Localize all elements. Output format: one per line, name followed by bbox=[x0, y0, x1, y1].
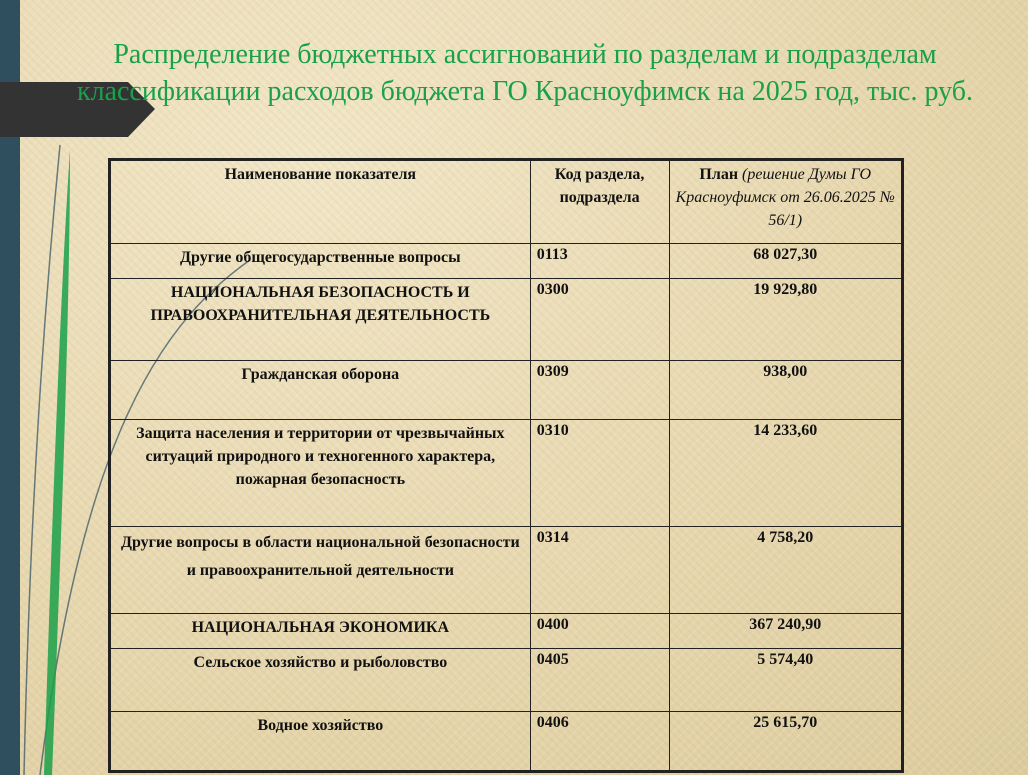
row-code: 0405 bbox=[530, 649, 669, 712]
table-row bbox=[110, 279, 903, 361]
row-name: Гражданская оборона bbox=[110, 361, 531, 420]
table-row bbox=[110, 614, 903, 649]
header-name: Наименование показателя bbox=[110, 160, 531, 244]
header-plan bbox=[669, 160, 903, 244]
header-plan-note: (решение Думы ГО Красноуфимск от 26.06.2025 № 56/1) bbox=[675, 166, 895, 229]
header-code: Код раздела, подраздела bbox=[530, 160, 669, 244]
budget-table bbox=[108, 158, 904, 773]
row-plan: 4 758,20 bbox=[669, 527, 903, 614]
table-row bbox=[110, 649, 903, 712]
row-name: Другие вопросы в области национальной безопасности и правоохранительной деятельности bbox=[110, 527, 531, 614]
row-plan: 68 027,30 bbox=[669, 244, 903, 279]
row-name: Сельское хозяйство и рыболовство bbox=[110, 649, 531, 712]
row-code: 0400 bbox=[530, 614, 669, 649]
row-name: Водное хозяйство bbox=[110, 712, 531, 772]
row-code: 0310 bbox=[530, 420, 669, 527]
table-row bbox=[110, 712, 903, 772]
row-code: 0314 bbox=[530, 527, 669, 614]
row-plan: 367 240,90 bbox=[669, 614, 903, 649]
page-title: Распределение бюджетных ассигнований по разделам и подразделам классификации расходов бюджета ГО Красноуфимск на 2025 год, тыс. руб. bbox=[77, 39, 973, 107]
row-name: НАЦИОНАЛЬНАЯ ЭКОНОМИКА bbox=[110, 614, 531, 649]
row-code: 0309 bbox=[530, 361, 669, 420]
row-name: НАЦИОНАЛЬНАЯ БЕЗОПАСНОСТЬ И ПРАВООХРАНИТЕЛЬНАЯ ДЕЯТЕЛЬНОСТЬ bbox=[110, 279, 531, 361]
header-plan-bold: План bbox=[699, 166, 739, 183]
row-name: Другие общегосударственные вопросы bbox=[110, 244, 531, 279]
row-plan: 14 233,60 bbox=[669, 420, 903, 527]
row-plan: 5 574,40 bbox=[669, 649, 903, 712]
table-row bbox=[110, 361, 903, 420]
table-row bbox=[110, 527, 903, 614]
table-row bbox=[110, 420, 903, 527]
row-code: 0113 bbox=[530, 244, 669, 279]
row-name: Защита населения и территории от чрезвычайных ситуаций природного и техногенного характера, пожарная безопасность bbox=[110, 420, 531, 527]
row-plan: 25 615,70 bbox=[669, 712, 903, 772]
row-code: 0300 bbox=[530, 279, 669, 361]
row-code: 0406 bbox=[530, 712, 669, 772]
row-plan: 19 929,80 bbox=[669, 279, 903, 361]
table-row bbox=[110, 244, 903, 279]
table-header-row bbox=[110, 160, 903, 244]
row-plan: 938,00 bbox=[669, 361, 903, 420]
